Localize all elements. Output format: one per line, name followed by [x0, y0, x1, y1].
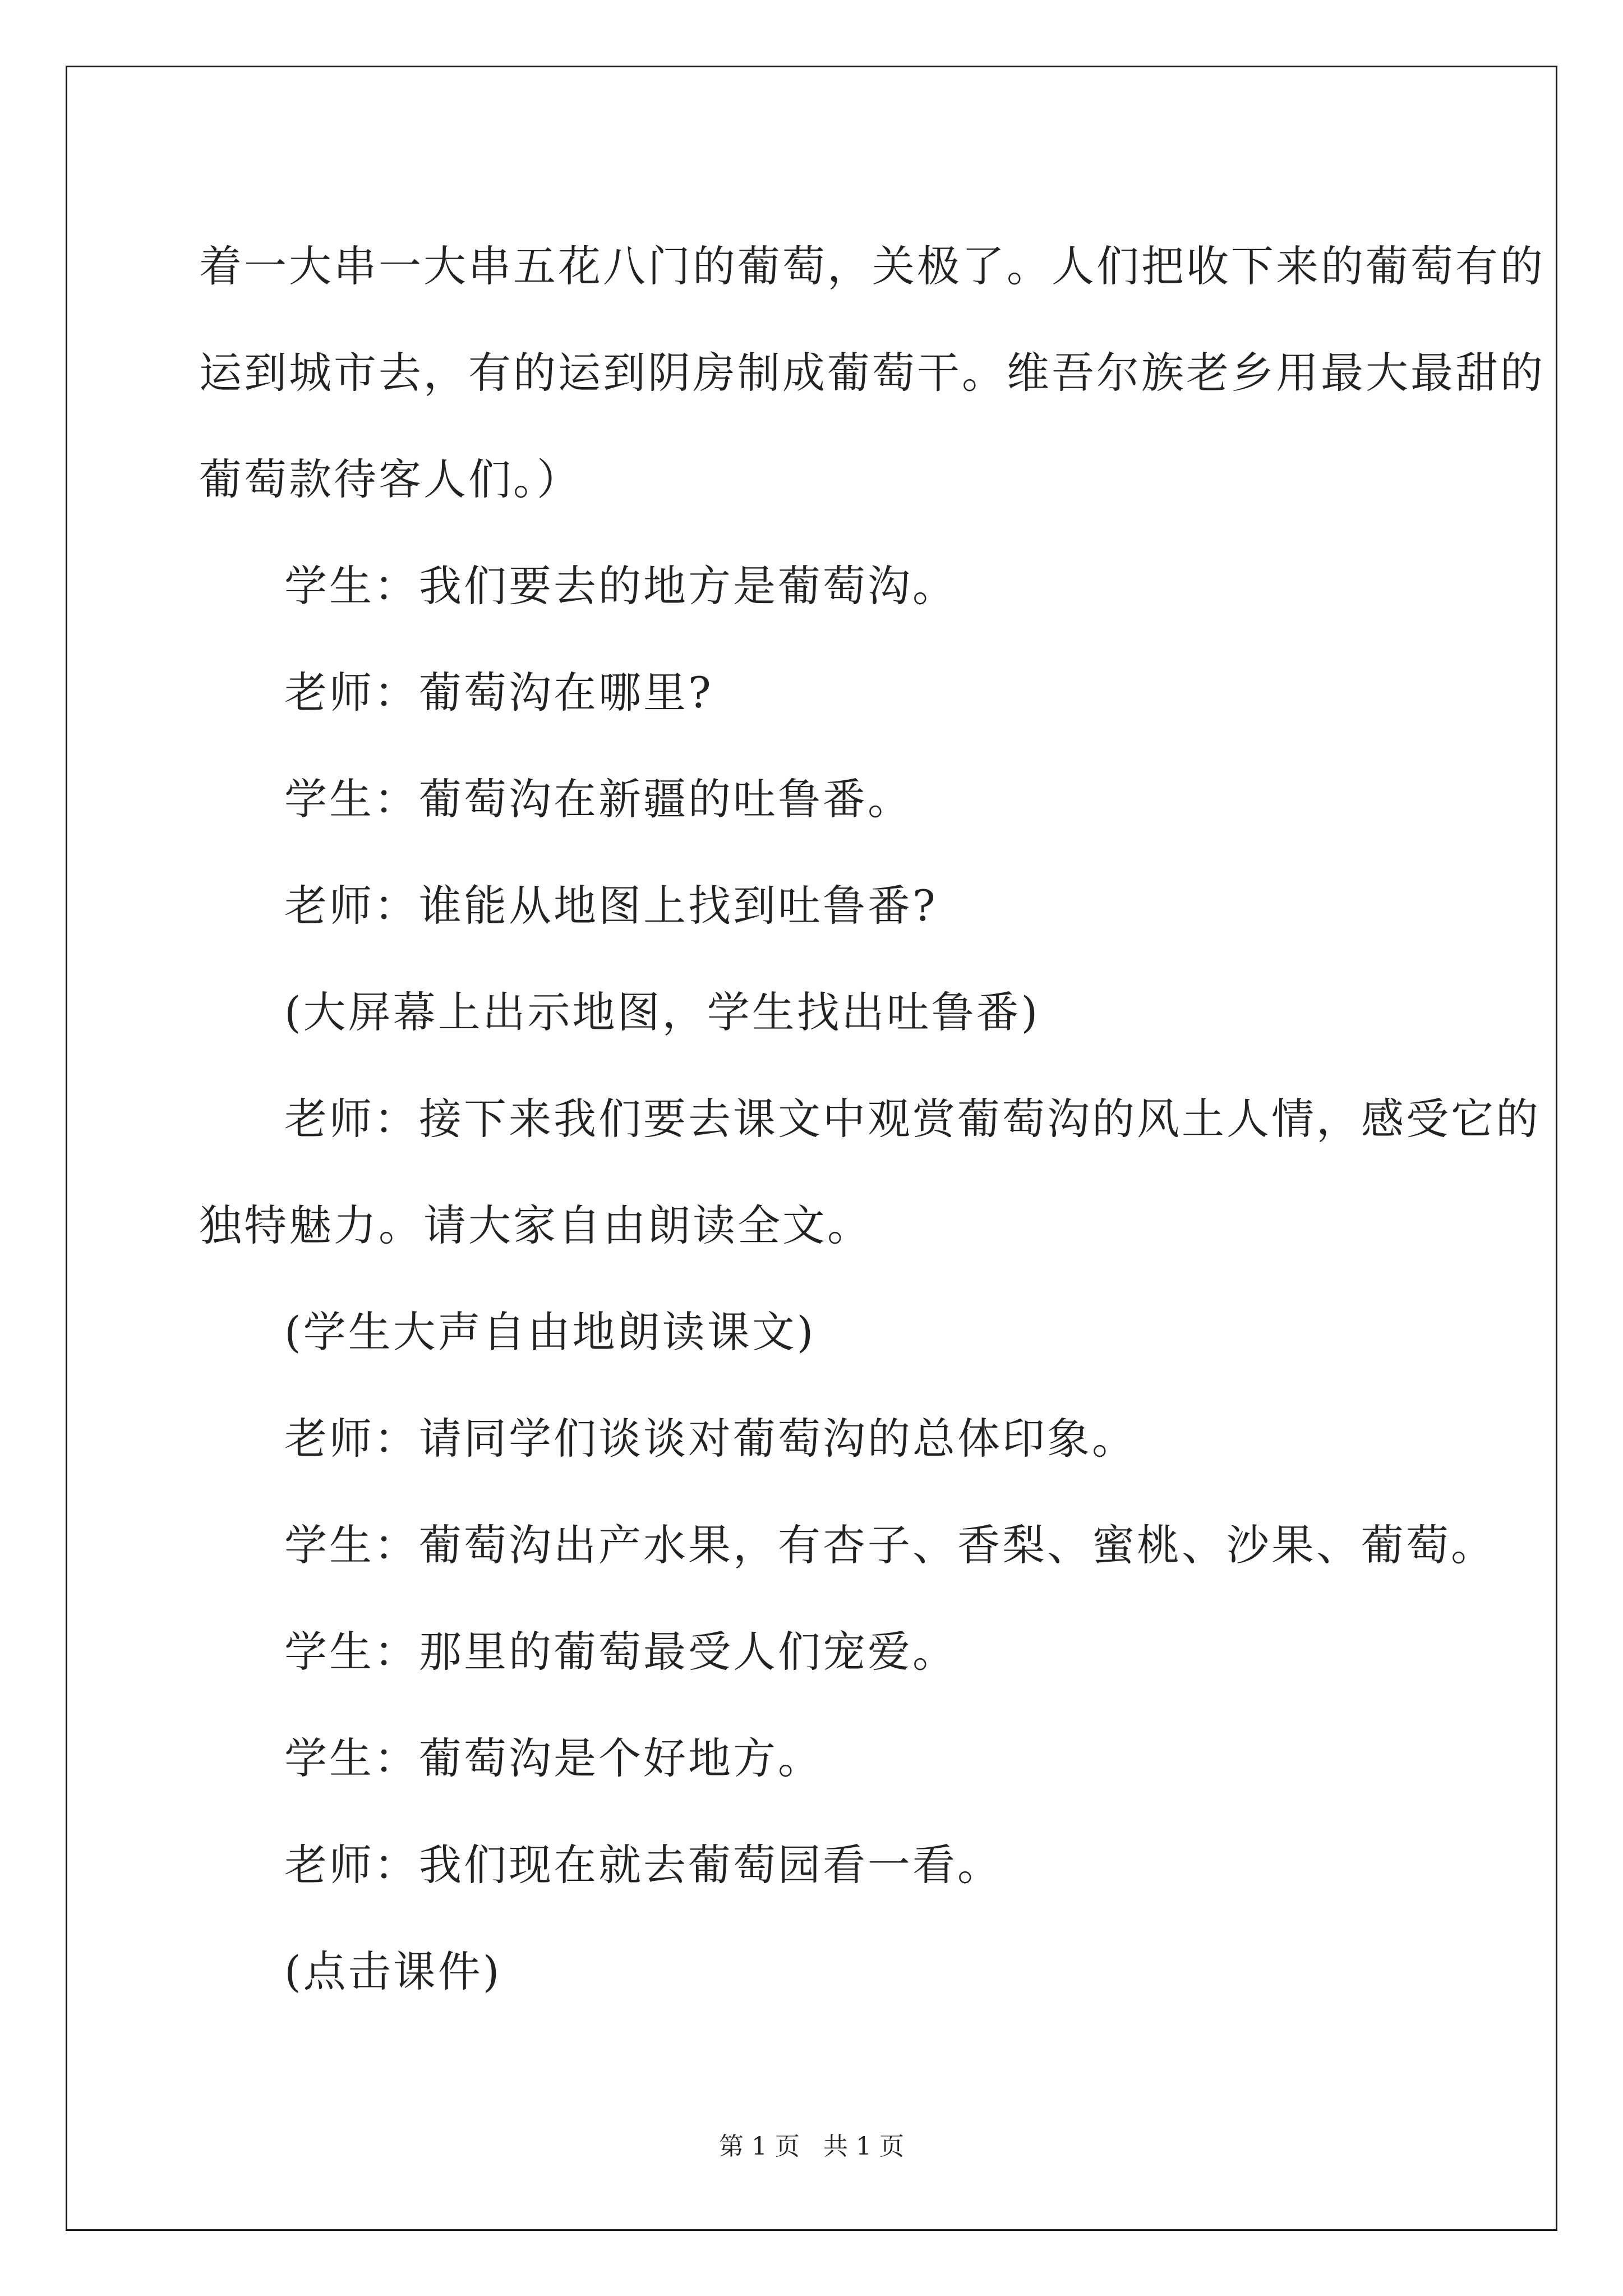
dialogue-line: 学生：葡萄沟是个好地方。 [284, 1733, 823, 1783]
document-body [199, 213, 1545, 2025]
paragraph-line: 葡萄款待客人们。） [199, 454, 582, 504]
dialogue-line: 老师：请同学们谈谈对葡萄沟的总体印象。 [284, 1414, 1137, 1464]
paragraph-line: 运到城市去，有的运到阴房制成葡萄干。维吾尔族老乡用最大最甜的 [199, 348, 1545, 398]
dialogue-line: 学生：葡萄沟在新疆的吐鲁番。 [284, 774, 912, 824]
stage-direction: (点击课件) [284, 1947, 502, 1996]
page-number-footer: 第 1 页 共 1 页 [719, 2132, 904, 2161]
dialogue-line: 老师：谁能从地图上找到吐鲁番? [284, 881, 938, 931]
paragraph-line: 着一大串一大串五花八门的葡萄，关极了。人们把收下来的葡萄有的 [199, 241, 1545, 291]
dialogue-line: 老师：我们现在就去葡萄园看一看。 [284, 1840, 1002, 1890]
dialogue-line: 学生：我们要去的地方是葡萄沟。 [284, 561, 957, 611]
dialogue-line: 学生：葡萄沟出产水果，有杏子、香梨、蜜桃、沙果、葡萄。 [284, 1520, 1496, 1570]
stage-direction: (学生大声自由地朗读课文) [284, 1307, 816, 1357]
stage-direction: (大屏幕上出示地图，学生找出吐鲁番) [284, 987, 1040, 1037]
dialogue-line: 老师：葡萄沟在哪里? [284, 668, 713, 717]
dialogue-line: 老师：接下来我们要去课文中观赏葡萄沟的风土人情，感受它的 [284, 1094, 1541, 1144]
dialogue-line: 学生：那里的葡萄最受人们宠爱。 [284, 1627, 957, 1677]
paragraph-line: 独特魅力。请大家自由朗读全文。 [199, 1200, 872, 1250]
